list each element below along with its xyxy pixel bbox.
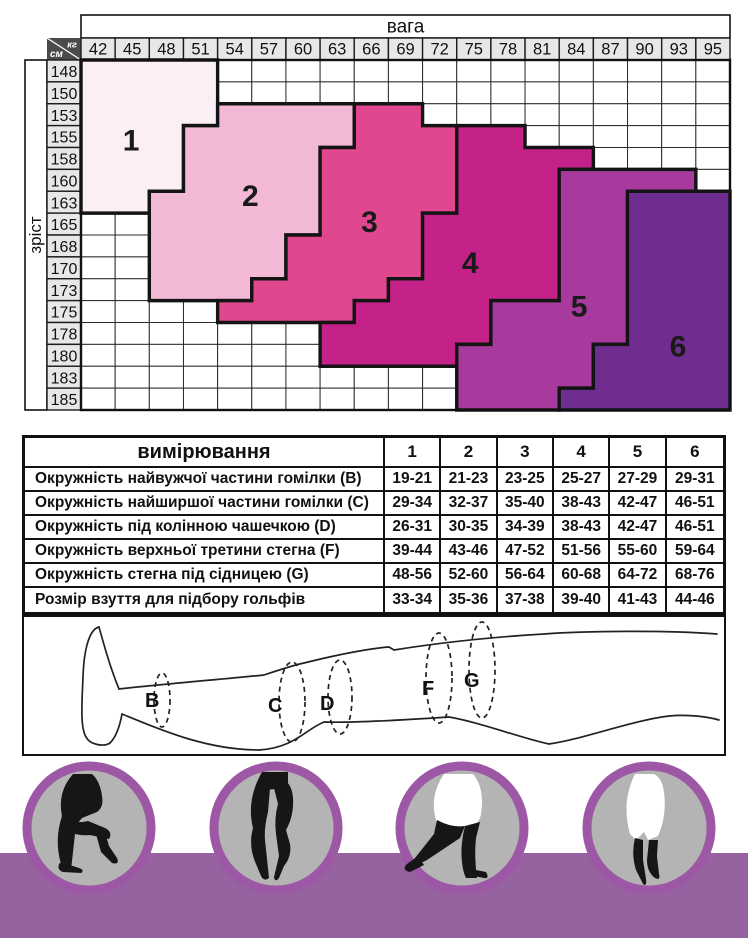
size-value-cell: 39-44 — [385, 540, 441, 564]
grid-cell — [559, 126, 593, 148]
weight-tick-label: 63 — [328, 40, 347, 59]
size-value-cell: 41-43 — [610, 588, 666, 612]
grid-cell — [423, 366, 457, 388]
grid-cell — [286, 366, 320, 388]
grid-cell — [354, 60, 388, 82]
point-label-C: C — [268, 695, 283, 717]
leg-top-contour — [119, 631, 717, 689]
height-tick-label: 175 — [50, 304, 78, 322]
grid-cell — [388, 82, 422, 104]
grid-cell — [593, 148, 627, 170]
weight-tick-label: 72 — [430, 40, 449, 59]
size-value-cell: 19-21 — [385, 468, 441, 492]
size-value-cell: 38-43 — [554, 492, 610, 516]
grid-cell — [662, 126, 696, 148]
grid-cell — [628, 148, 662, 170]
grid-cell — [662, 148, 696, 170]
grid-cell — [388, 60, 422, 82]
weight-tick-label: 48 — [157, 40, 176, 59]
size-value-cell: 35-36 — [441, 588, 497, 612]
grid-cell — [81, 301, 115, 323]
grid-cell — [628, 126, 662, 148]
grid-cell — [423, 388, 457, 410]
measurement-label-cell: Окружність верхньої третини стегна (F) — [25, 540, 385, 564]
size-value-cell: 51-56 — [554, 540, 610, 564]
size-value-cell: 27-29 — [610, 468, 666, 492]
size-value-cell: 35-40 — [498, 492, 554, 516]
size-column-header: 2 — [441, 438, 497, 468]
size-value-cell: 48-56 — [385, 564, 441, 588]
height-tick-label: 185 — [50, 392, 78, 410]
grid-cell — [525, 60, 559, 82]
grid-cell — [81, 279, 115, 301]
grid-cell — [696, 60, 730, 82]
weight-tick-label: 93 — [669, 40, 688, 59]
grid-cell — [696, 82, 730, 104]
grid-cell — [252, 388, 286, 410]
grid-cell — [218, 344, 252, 366]
zone-number-label: 2 — [242, 180, 259, 214]
size-value-cell: 29-31 — [667, 468, 723, 492]
grid-cell — [81, 366, 115, 388]
measurement-label-cell: Окружність стегна під сідницею (G) — [25, 564, 385, 588]
unit-cm-label: см — [50, 49, 63, 60]
grid-cell — [115, 344, 149, 366]
point-label-D: D — [320, 693, 335, 715]
size-value-cell: 38-43 — [554, 516, 610, 540]
size-selection-chart — [0, 0, 748, 432]
shorts-shape — [434, 774, 482, 828]
foot-top — [99, 627, 119, 689]
grid-cell — [252, 344, 286, 366]
size-column-header: 1 — [385, 438, 441, 468]
point-label-G: G — [464, 670, 480, 692]
height-tick-label: 168 — [50, 239, 78, 257]
grid-cell — [115, 235, 149, 257]
grid-cell — [388, 366, 422, 388]
grid-cell — [593, 60, 627, 82]
grid-cell — [252, 82, 286, 104]
height-tick-label: 150 — [50, 85, 78, 103]
grid-cell — [696, 104, 730, 126]
weight-tick-label: 45 — [123, 40, 142, 59]
grid-cell — [559, 104, 593, 126]
grid-cell — [183, 323, 217, 345]
grid-cell — [457, 104, 491, 126]
height-tick-label: 158 — [50, 151, 78, 169]
size-value-cell: 33-34 — [385, 588, 441, 612]
measurement-label-cell: Окружність під колінною чашечкою (D) — [25, 516, 385, 540]
size-value-cell: 47-52 — [498, 540, 554, 564]
leg-outline-drawing — [24, 617, 724, 754]
weight-tick-label: 81 — [532, 40, 552, 59]
grid-cell — [81, 235, 115, 257]
grid-cell — [81, 213, 115, 235]
grid-cell — [81, 323, 115, 345]
grid-cell — [320, 82, 354, 104]
grid-cell — [593, 104, 627, 126]
leg-outline — [82, 627, 719, 750]
size-value-cell: 44-46 — [674, 591, 715, 608]
grid-cell — [320, 388, 354, 410]
weight-tick-label: 57 — [259, 40, 279, 59]
silhouette-shape — [262, 772, 288, 790]
measurements-table — [22, 435, 726, 615]
size-value-cell: 56-64 — [498, 564, 554, 588]
size-value-cell: 23-25 — [498, 468, 554, 492]
grid-cell — [423, 82, 457, 104]
grid-cell — [115, 213, 149, 235]
grid-cell — [149, 323, 183, 345]
grid-cell — [662, 104, 696, 126]
size-value-cell: 55-60 — [610, 540, 666, 564]
grid-cell — [457, 82, 491, 104]
size-value-cell: 34-39 — [498, 516, 554, 540]
grid-cell — [559, 82, 593, 104]
measurement-ellipses — [154, 622, 495, 742]
size-value-cell: 68-76 — [667, 564, 723, 588]
size-value-cell: 59-64 — [667, 540, 723, 564]
grid-cell — [115, 257, 149, 279]
size-value-cell: 30-35 — [441, 516, 497, 540]
grid-cell — [525, 126, 559, 148]
grid-cell — [491, 104, 525, 126]
zone-number-label: 4 — [461, 246, 479, 280]
grid-cell — [662, 82, 696, 104]
grid-cell — [115, 279, 149, 301]
size-column-header: 6 — [667, 438, 723, 468]
leg-measurement-diagram — [22, 615, 726, 756]
height-tick-label: 180 — [50, 348, 78, 366]
height-tick-label: 173 — [50, 282, 78, 300]
grid-cell — [183, 344, 217, 366]
grid-cell — [115, 388, 149, 410]
grid-cell — [115, 366, 149, 388]
grid-cell — [354, 82, 388, 104]
grid-cell — [320, 366, 354, 388]
grid-cell — [252, 323, 286, 345]
grid-cell — [662, 60, 696, 82]
weight-axis-title: вага — [386, 16, 425, 38]
grid-cell — [286, 60, 320, 82]
weight-tick-label: 75 — [464, 40, 483, 59]
size-column-header: 3 — [498, 438, 554, 468]
weight-tick-label: 51 — [191, 40, 210, 59]
zone-number-label: 5 — [570, 290, 588, 324]
grid-cell — [183, 366, 217, 388]
grid-cell — [252, 60, 286, 82]
weight-tick-label: 69 — [396, 40, 415, 59]
height-tick-label: 178 — [50, 326, 78, 344]
size-value-cell: 60-68 — [554, 564, 610, 588]
grid-cell — [218, 388, 252, 410]
height-axis-title: зріст — [26, 216, 45, 254]
size-value-cell: 64-72 — [610, 564, 666, 588]
leg-bottom-contour — [122, 714, 719, 750]
grid-cell — [354, 388, 388, 410]
grid-cell — [559, 60, 593, 82]
zone-number-label: 6 — [669, 330, 687, 364]
weight-tick-label: 66 — [362, 40, 381, 59]
height-tick-label: 155 — [50, 129, 78, 147]
height-tick-label: 160 — [50, 173, 78, 191]
grid-cell — [628, 82, 662, 104]
size-value-cell: 52-60 — [441, 564, 497, 588]
measurement-label-cell: Розмір взуття для підбору гольфів — [25, 588, 385, 612]
height-tick-label: 163 — [50, 195, 78, 213]
size-column-header: 4 — [554, 438, 610, 468]
grid-cell — [218, 323, 252, 345]
grid-cell — [525, 104, 559, 126]
measurement-label-cell: Окружність найширшої частини гомілки (C) — [25, 492, 385, 516]
height-tick-label: 148 — [50, 64, 78, 82]
grid-cell — [149, 344, 183, 366]
grid-cell — [525, 82, 559, 104]
weight-tick-label: 87 — [601, 40, 620, 59]
weight-tick-label: 95 — [703, 40, 723, 59]
grid-cell — [81, 257, 115, 279]
grid-cell — [252, 366, 286, 388]
grid-cell — [81, 388, 115, 410]
grid-cell — [183, 301, 217, 323]
grid-cell — [388, 388, 422, 410]
grid-cell — [354, 366, 388, 388]
grid-cell — [81, 344, 115, 366]
size-value-cell: 29-34 — [385, 492, 441, 516]
zone-number-label: 1 — [122, 124, 140, 158]
grid-cell — [696, 148, 730, 170]
weight-tick-label: 42 — [88, 40, 108, 59]
size-value-cell: 25-27 — [554, 468, 610, 492]
grid-cell — [320, 60, 354, 82]
grid-cell — [218, 82, 252, 104]
grid-cell — [218, 366, 252, 388]
size-value-cell: 42-47 — [610, 516, 666, 540]
height-tick-label: 170 — [50, 260, 78, 278]
grid-cell — [286, 323, 320, 345]
grid-cell — [491, 82, 525, 104]
size-value-cell: 42-47 — [610, 492, 666, 516]
product-icons-footer — [0, 755, 748, 938]
grid-cell — [457, 60, 491, 82]
grid-cell — [696, 169, 730, 191]
grid-cell — [115, 301, 149, 323]
size-value-cell: 46-51 — [667, 516, 723, 540]
grid-cell — [491, 60, 525, 82]
grid-cell — [218, 60, 252, 82]
size-value-cell: 39-40 — [554, 588, 610, 612]
measurement-label-cell: Окружність найвужчої частини гомілки (B) — [25, 468, 385, 492]
grid-cell — [149, 301, 183, 323]
grid-cell — [628, 60, 662, 82]
table-title-header: вимірювання — [25, 438, 385, 468]
point-label-F: F — [422, 678, 435, 700]
foot-outline — [82, 627, 122, 745]
size-column-header: 5 — [610, 438, 666, 468]
size-value-cell: 26-31 — [385, 516, 441, 540]
measurement-ellipse-C — [279, 662, 305, 742]
grid-cell — [593, 126, 627, 148]
grid-cell — [593, 82, 627, 104]
grid-cell — [696, 126, 730, 148]
size-value-cell: 21-23 — [441, 468, 497, 492]
weight-tick-label: 54 — [225, 40, 244, 59]
size-value-cell: 43-46 — [441, 540, 497, 564]
size-value-cell: 46-51 — [667, 492, 723, 516]
size-value-cell: 32-37 — [441, 492, 497, 516]
size-value-cell: 37-38 — [498, 588, 554, 612]
grid-cell — [286, 344, 320, 366]
grid-cell — [149, 388, 183, 410]
grid-cell — [149, 366, 183, 388]
grid-cell — [286, 388, 320, 410]
grid-cell — [423, 60, 457, 82]
grid-cell — [115, 323, 149, 345]
weight-tick-label: 60 — [293, 40, 313, 59]
point-label-B: B — [145, 690, 160, 712]
height-tick-label: 165 — [50, 217, 78, 235]
zone-number-label: 3 — [361, 206, 378, 240]
height-tick-label: 153 — [50, 107, 78, 125]
leggings-shape — [626, 774, 664, 840]
grid-cell — [183, 388, 217, 410]
weight-tick-label: 90 — [635, 40, 654, 59]
grid-cell — [286, 82, 320, 104]
grid-cell — [628, 104, 662, 126]
weight-tick-label: 78 — [498, 40, 518, 59]
height-tick-label: 183 — [50, 370, 78, 388]
grid-cell — [423, 104, 457, 126]
unit-kg-label: кг — [67, 39, 77, 51]
weight-tick-label: 84 — [567, 40, 586, 59]
